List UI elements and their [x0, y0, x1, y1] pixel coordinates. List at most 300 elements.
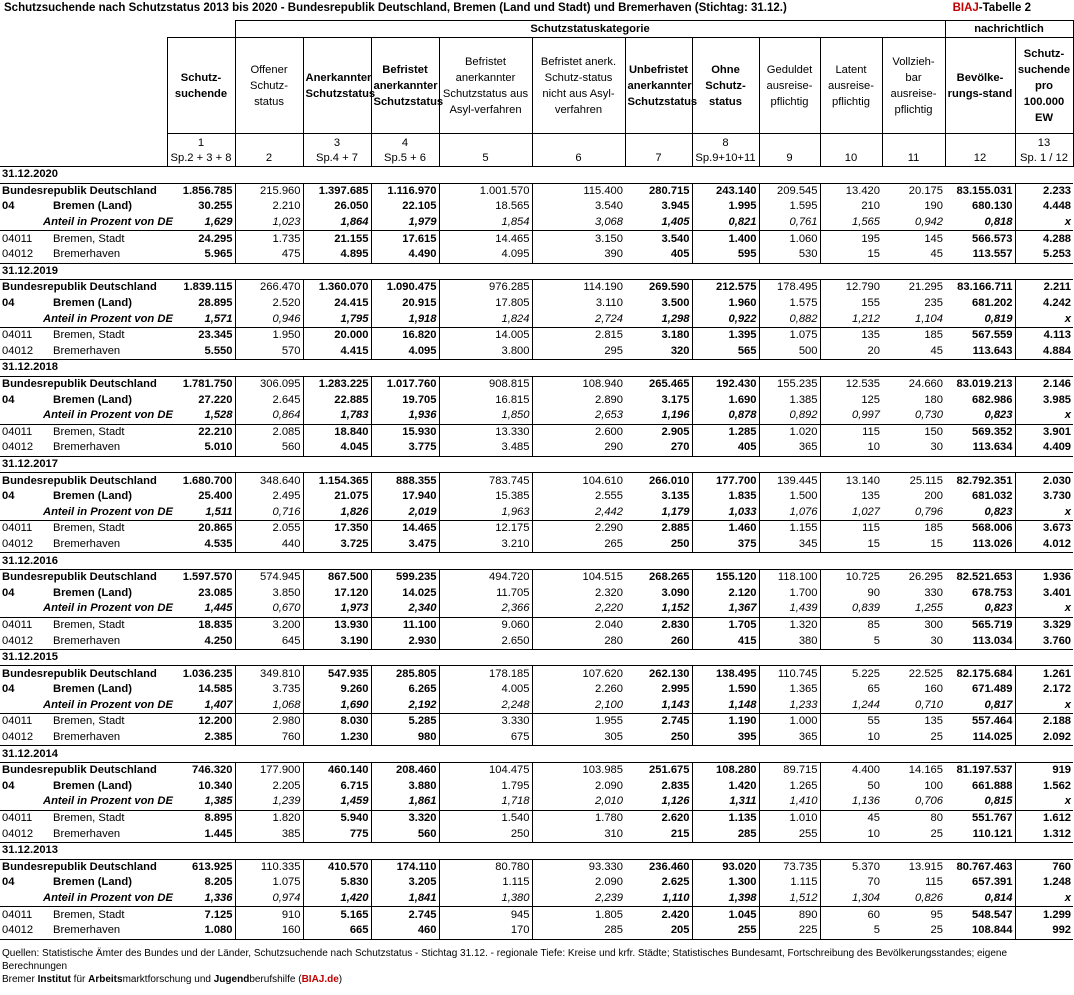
table-cell: 2,239 — [595, 892, 623, 905]
table-cell: 1,126 — [625, 794, 692, 810]
table-cell: 27.220 — [167, 392, 235, 408]
table-cell: 20.175 — [882, 183, 945, 199]
region-name: Bremen, Stadt — [37, 521, 167, 537]
table-row — [0, 585, 1073, 601]
region-name: Anteil in Prozent von DE — [43, 795, 173, 808]
table-cell: 1.300 — [692, 875, 759, 891]
table-row — [0, 666, 1073, 682]
table-cell: 285.805 — [371, 666, 439, 682]
table-cell: 18.565 — [439, 199, 532, 215]
table-cell: 1.320 — [759, 617, 820, 633]
table-cell: 269.590 — [625, 280, 692, 296]
table-cell: 2.650 — [439, 633, 532, 649]
table-cell: 1.045 — [692, 907, 759, 923]
table-cell: 89.715 — [759, 762, 820, 778]
table-cell: 14.165 — [882, 762, 945, 778]
table-cell: 1,110 — [625, 891, 692, 907]
table-cell: 22.525 — [882, 666, 945, 682]
region-name: Anteil in Prozent von DE — [43, 312, 173, 325]
table-cell: 17.120 — [303, 585, 371, 601]
table-row — [0, 247, 1073, 263]
year-heading: 31.12.2016 — [0, 553, 1073, 570]
table-cell: 348.640 — [235, 473, 303, 489]
region-name: Bremerhaven — [53, 731, 121, 744]
table-cell: 2.520 — [235, 296, 303, 312]
column-number: 8 Sp.9+10+11 — [692, 134, 759, 167]
table-cell: 21.295 — [882, 280, 945, 296]
table-cell: 55 — [820, 714, 882, 730]
table-cell: 1,973 — [303, 601, 371, 617]
region-name: Bremen, Stadt — [37, 327, 167, 343]
biaj-link[interactable]: BIAJ.de — [301, 974, 339, 985]
table-cell: 1.690 — [692, 392, 759, 408]
region-code: 04011 — [0, 714, 37, 730]
table-row — [0, 891, 1073, 907]
table-cell: 3.673 — [1015, 521, 1073, 537]
region-code — [0, 891, 37, 907]
table-cell: 15 — [930, 537, 943, 550]
table-cell: 2.233 — [1015, 183, 1073, 199]
table-cell: 2,653 — [595, 409, 623, 422]
table-cell: x — [1064, 409, 1072, 422]
table-row — [0, 311, 1073, 327]
table-row — [0, 569, 1073, 585]
region-code: 04012 — [2, 344, 34, 357]
table-cell: 45 — [930, 344, 943, 357]
table-row — [0, 907, 1073, 923]
table-cell: 14.465 — [371, 521, 439, 537]
table-row — [0, 183, 1073, 199]
table-cell: 681.202 — [945, 296, 1015, 312]
table-cell: 557.464 — [945, 714, 1015, 730]
table-cell: 3.330 — [439, 714, 532, 730]
table-cell: 574.945 — [235, 569, 303, 585]
table-cell: 1,179 — [625, 504, 692, 520]
table-cell: 8.030 — [303, 714, 371, 730]
table-cell: 1,565 — [852, 216, 880, 229]
region-name: Bremerhaven — [53, 827, 121, 840]
table-cell: 1.135 — [692, 810, 759, 826]
year-heading: 31.12.2018 — [0, 360, 1073, 377]
region-code: 04 — [2, 779, 15, 792]
table-cell: 530 — [759, 247, 820, 263]
table-cell: 10.340 — [167, 779, 235, 795]
region-name: Bundesrepublik Deutschland — [0, 666, 167, 682]
table-row — [0, 489, 1073, 505]
table-cell: 12.790 — [820, 280, 882, 296]
table-cell: 250 — [439, 826, 532, 842]
table-cell: 73.735 — [759, 859, 820, 875]
region-name: Anteil in Prozent von DE — [43, 409, 173, 422]
table-cell: 205 — [625, 923, 692, 939]
table-cell: 1,963 — [439, 504, 532, 520]
table-cell: 1,979 — [371, 215, 439, 231]
table-cell: 93.020 — [692, 859, 759, 875]
table-cell: 80.767.463 — [945, 859, 1015, 875]
region-code: 04 — [2, 490, 15, 503]
table-cell: 1.612 — [1015, 810, 1073, 826]
table-cell: 645 — [235, 633, 303, 649]
table-cell: 90 — [867, 586, 880, 599]
region-name: Bremen (Land) — [53, 393, 132, 406]
table-cell: 890 — [759, 907, 820, 923]
year-heading: 31.12.2020 — [0, 167, 1073, 184]
table-cell: 24.295 — [167, 231, 235, 247]
table-cell: 177.700 — [692, 473, 759, 489]
table-cell: 14.005 — [439, 327, 532, 343]
table-cell: 1,459 — [303, 794, 371, 810]
table-cell: 185 — [882, 327, 945, 343]
column-header: Schutz-suchende pro 100.000 EW — [1015, 38, 1073, 134]
table-cell: 410.570 — [303, 859, 371, 875]
table-cell: 2,724 — [595, 312, 623, 325]
table-cell: 155.235 — [759, 376, 820, 392]
table-cell: 2,248 — [439, 698, 532, 714]
table-cell: 910 — [235, 907, 303, 923]
table-cell: x — [1064, 216, 1072, 229]
table-cell: 190 — [924, 200, 943, 213]
table-cell: 1,136 — [852, 795, 880, 808]
table-row — [0, 730, 1073, 746]
column-header: Anerkannter Schutzstatus — [303, 38, 371, 134]
table-cell: 0,942 — [915, 216, 943, 229]
table-cell: 22.885 — [303, 392, 371, 408]
table-cell: 11.100 — [371, 617, 439, 633]
tag-prefix: BIAJ — [952, 2, 979, 14]
table-cell: 50 — [867, 779, 880, 792]
table-cell: 1.995 — [692, 199, 759, 215]
table-cell: 215.960 — [235, 183, 303, 199]
region-name: Bremerhaven — [53, 344, 121, 357]
table-cell: 0,814 — [945, 891, 1015, 907]
table-row — [0, 714, 1073, 730]
table-cell: 1.385 — [759, 392, 820, 408]
table-cell: 1,304 — [852, 892, 880, 905]
table-cell: 385 — [235, 826, 303, 842]
table-cell: 566.573 — [945, 231, 1015, 247]
table-cell: 225 — [759, 923, 820, 939]
table-cell: 0,882 — [759, 311, 820, 327]
table-cell: 243.140 — [692, 183, 759, 199]
table-cell: 23.345 — [167, 327, 235, 343]
table-cell: 7.125 — [167, 907, 235, 923]
table-cell: 1.285 — [692, 424, 759, 440]
table-cell: 285 — [692, 826, 759, 842]
table-cell: x — [1064, 505, 1072, 518]
table-cell: 2.146 — [1015, 376, 1073, 392]
table-cell: 4.415 — [303, 344, 371, 360]
table-cell: 992 — [1015, 923, 1073, 939]
table-cell: 1,410 — [759, 794, 820, 810]
table-cell: 1,148 — [692, 698, 759, 714]
table-cell: 320 — [625, 344, 692, 360]
table-cell: 3.901 — [1015, 424, 1073, 440]
table-cell: 12.200 — [167, 714, 235, 730]
table-row — [0, 762, 1073, 778]
table-cell: 1,033 — [692, 504, 759, 520]
region-name: Anteil in Prozent von DE — [43, 698, 173, 711]
table-cell: 4.250 — [167, 633, 235, 649]
table-row — [0, 376, 1073, 392]
table-cell: 675 — [439, 730, 532, 746]
table-cell: 945 — [439, 907, 532, 923]
table-cell: 1,783 — [303, 408, 371, 424]
table-cell: 0,706 — [915, 795, 943, 808]
table-cell: 13.420 — [820, 183, 882, 199]
table-cell: 1,511 — [167, 504, 235, 520]
region-name: Anteil in Prozent von DE — [43, 505, 173, 518]
region-code — [0, 504, 37, 520]
table-cell: 5.010 — [167, 440, 235, 456]
table-cell: 104.610 — [532, 473, 625, 489]
table-cell: 0,818 — [945, 215, 1015, 231]
column-header: Latent ausreise-pflichtig — [820, 38, 882, 134]
table-cell: 115 — [925, 876, 943, 889]
region-name: Bundesrepublik Deutschland — [0, 183, 167, 199]
table-cell: 1,861 — [371, 794, 439, 810]
table-cell: 2.830 — [625, 617, 692, 633]
table-cell: 1,439 — [759, 601, 820, 617]
table-cell: x — [1064, 602, 1072, 615]
table-cell: 1.395 — [692, 327, 759, 343]
table-cell: 4.045 — [303, 440, 371, 456]
region-code: 04 — [2, 683, 15, 696]
table-row — [0, 231, 1073, 247]
table-cell: 25 — [930, 731, 943, 744]
table-cell: 0,730 — [915, 409, 943, 422]
table-cell: 1.445 — [167, 826, 235, 842]
column-number: 11 — [882, 134, 945, 167]
column-header: Schutz-suchende — [167, 38, 235, 134]
table-cell: 83.155.031 — [945, 183, 1015, 199]
column-header: Befristet anerkannter Schutzstatus aus Asyl-verfahren — [439, 38, 532, 134]
table-cell: 2.211 — [1015, 280, 1073, 296]
table-cell: 1,104 — [915, 312, 943, 325]
table-cell: 70 — [867, 876, 880, 889]
table-cell: 17.350 — [303, 521, 371, 537]
table-cell: 5 — [820, 923, 882, 939]
table-cell: 1,068 — [235, 698, 303, 714]
table-cell: 14.025 — [371, 585, 439, 601]
region-name: Bundesrepublik Deutschland — [0, 859, 167, 875]
table-cell: 30 — [930, 634, 943, 647]
table-cell: 16.815 — [439, 392, 532, 408]
table-cell: 2.188 — [1015, 714, 1073, 730]
table-cell: 3.880 — [371, 779, 439, 795]
table-title: Schutzsuchende nach Schutzstatus 2013 bis 2020 - Bundesrepublik Deutschland, Bremen (Land und Stadt) und Bremerhaven (Stichtag: 31.12.) — [4, 2, 787, 14]
table-cell: 83.166.711 — [945, 280, 1015, 296]
table-cell: 18.840 — [303, 424, 371, 440]
table-cell: 613.925 — [167, 859, 235, 875]
table-cell: 1,512 — [759, 891, 820, 907]
table-cell: 180 — [924, 393, 943, 406]
table-cell: 114.190 — [532, 280, 625, 296]
table-cell: 1,367 — [692, 601, 759, 617]
table-cell: 60 — [820, 907, 882, 923]
table-cell: 1.950 — [235, 327, 303, 343]
table-cell: 4.113 — [1015, 327, 1073, 343]
table-cell: 980 — [371, 730, 439, 746]
region-code: 04 — [2, 200, 15, 213]
region-code: 04012 — [2, 731, 34, 744]
table-cell: 1.590 — [692, 682, 759, 698]
table-cell: 1.036.235 — [167, 666, 235, 682]
table-cell: 82.792.351 — [945, 473, 1015, 489]
table-row — [0, 440, 1073, 456]
table-cell: 262.130 — [625, 666, 692, 682]
table-cell: 1.312 — [1043, 827, 1072, 840]
table-cell: 17.615 — [371, 231, 439, 247]
table-cell: 0,997 — [852, 409, 880, 422]
table-cell: 4.005 — [439, 682, 532, 698]
table-cell: 2.555 — [595, 490, 623, 503]
table-cell: 3.210 — [439, 537, 532, 553]
table-cell: 255 — [759, 826, 820, 842]
table-cell: 2.260 — [595, 683, 623, 696]
region-code: 04012 — [2, 827, 34, 840]
table-cell: 440 — [235, 537, 303, 553]
region-code — [0, 601, 37, 617]
table-cell: 1.230 — [303, 730, 371, 746]
table-cell: 1.500 — [759, 489, 820, 505]
table-cell: 45 — [930, 248, 943, 261]
table-cell: 3.180 — [625, 327, 692, 343]
table-cell: 0,817 — [945, 698, 1015, 714]
table-cell: 1,824 — [439, 311, 532, 327]
table-cell: 1,571 — [167, 311, 235, 327]
table-cell: 365 — [759, 440, 820, 456]
region-code: 04 — [2, 297, 15, 310]
table-cell: 568.006 — [945, 521, 1015, 537]
table-cell: 108.844 — [945, 923, 1015, 939]
table-cell: 1.020 — [759, 424, 820, 440]
table-cell: 160 — [924, 683, 943, 696]
table-cell: 680.130 — [945, 199, 1015, 215]
table-row — [0, 698, 1073, 714]
table-cell: 1,398 — [692, 891, 759, 907]
table-cell: 0,823 — [945, 601, 1015, 617]
table-cell: 0,892 — [759, 408, 820, 424]
table-cell: 3.475 — [371, 537, 439, 553]
region-name: Bremen (Land) — [53, 779, 132, 792]
table-cell: 5.370 — [820, 859, 882, 875]
table-cell: 2.620 — [625, 810, 692, 826]
table-cell: 2.890 — [595, 393, 623, 406]
table-cell: 114.025 — [945, 730, 1015, 746]
table-cell: 15 — [867, 248, 880, 261]
table-cell: 678.753 — [945, 585, 1015, 601]
table-cell: 1.700 — [759, 585, 820, 601]
table-cell: x — [1064, 698, 1072, 711]
table-cell: 185 — [882, 521, 945, 537]
table-row — [0, 344, 1073, 360]
table-cell: 783.745 — [439, 473, 532, 489]
table-cell: 118.100 — [759, 569, 820, 585]
table-cell: 3.485 — [439, 440, 532, 456]
table-cell: 0,716 — [235, 504, 303, 520]
table-cell: 1,407 — [167, 698, 235, 714]
table-cell: 0,761 — [759, 215, 820, 231]
table-row — [0, 859, 1073, 875]
region-code: 04011 — [0, 327, 37, 343]
table-cell: 3.775 — [371, 440, 439, 456]
year-heading: 31.12.2015 — [0, 649, 1073, 666]
table-cell: 1.597.570 — [167, 569, 235, 585]
table-cell: 671.489 — [945, 682, 1015, 698]
region-name: Bundesrepublik Deutschland — [0, 569, 167, 585]
table-cell: 1.080 — [167, 923, 235, 939]
table-row — [0, 826, 1073, 842]
table-cell: 0,821 — [692, 215, 759, 231]
region-name: Anteil in Prozent von DE — [43, 602, 173, 615]
region-code — [0, 215, 37, 231]
table-cell: 1,298 — [625, 311, 692, 327]
table-cell: 2,442 — [595, 505, 623, 518]
table-cell: 1,336 — [167, 891, 235, 907]
table-cell: 2.320 — [595, 586, 623, 599]
table-cell: 80 — [882, 810, 945, 826]
table-cell: 1.540 — [439, 810, 532, 826]
table-row — [0, 794, 1073, 810]
table-cell: 1.735 — [235, 231, 303, 247]
table-cell: 494.720 — [439, 569, 532, 585]
table-cell: 16.820 — [371, 327, 439, 343]
table-cell: 560 — [235, 440, 303, 456]
table-cell: 17.940 — [371, 489, 439, 505]
table-cell: 565.719 — [945, 617, 1015, 633]
table-cell: 13.930 — [303, 617, 371, 633]
table-cell: 1,918 — [371, 311, 439, 327]
table-cell: 2.905 — [625, 424, 692, 440]
table-row — [0, 633, 1073, 649]
table-cell: 25.400 — [167, 489, 235, 505]
table-cell: 305 — [604, 731, 623, 744]
region-code: 04012 — [2, 441, 34, 454]
table-cell: 3.540 — [595, 200, 623, 213]
region-code: 04011 — [0, 521, 37, 537]
table-cell: 1.115 — [439, 875, 532, 891]
table-cell: 2.172 — [1043, 683, 1072, 696]
table-cell: 113.643 — [945, 344, 1015, 360]
table-row — [0, 280, 1073, 296]
region-name: Bremen, Stadt — [37, 424, 167, 440]
tag-suffix: -Tabelle 2 — [978, 2, 1031, 14]
table-cell: 280.715 — [625, 183, 692, 199]
table-cell: 8.205 — [167, 875, 235, 891]
table-cell: 3.401 — [1043, 586, 1072, 599]
table-cell: 295 — [604, 344, 623, 357]
table-cell: 345 — [759, 537, 820, 553]
table-cell: 976.285 — [439, 280, 532, 296]
table-cell: 155 — [861, 297, 880, 310]
table-cell: 2.495 — [235, 489, 303, 505]
table-cell: 1.400 — [692, 231, 759, 247]
table-cell: 1.397.685 — [303, 183, 371, 199]
table-cell: 405 — [625, 247, 692, 263]
table-cell: 349.810 — [235, 666, 303, 682]
table-cell: 113.557 — [945, 247, 1015, 263]
region-name: Bremen (Land) — [53, 297, 132, 310]
table-cell: 2.205 — [235, 779, 303, 795]
table-cell: 2.745 — [371, 907, 439, 923]
table-cell: 212.575 — [692, 280, 759, 296]
table-cell: 2,366 — [439, 601, 532, 617]
table-cell: 1.017.760 — [371, 376, 439, 392]
table-cell: 4.012 — [1043, 537, 1072, 550]
region-name: Bremen (Land) — [53, 200, 132, 213]
data-table — [0, 20, 1074, 940]
table-cell: 1,528 — [167, 408, 235, 424]
